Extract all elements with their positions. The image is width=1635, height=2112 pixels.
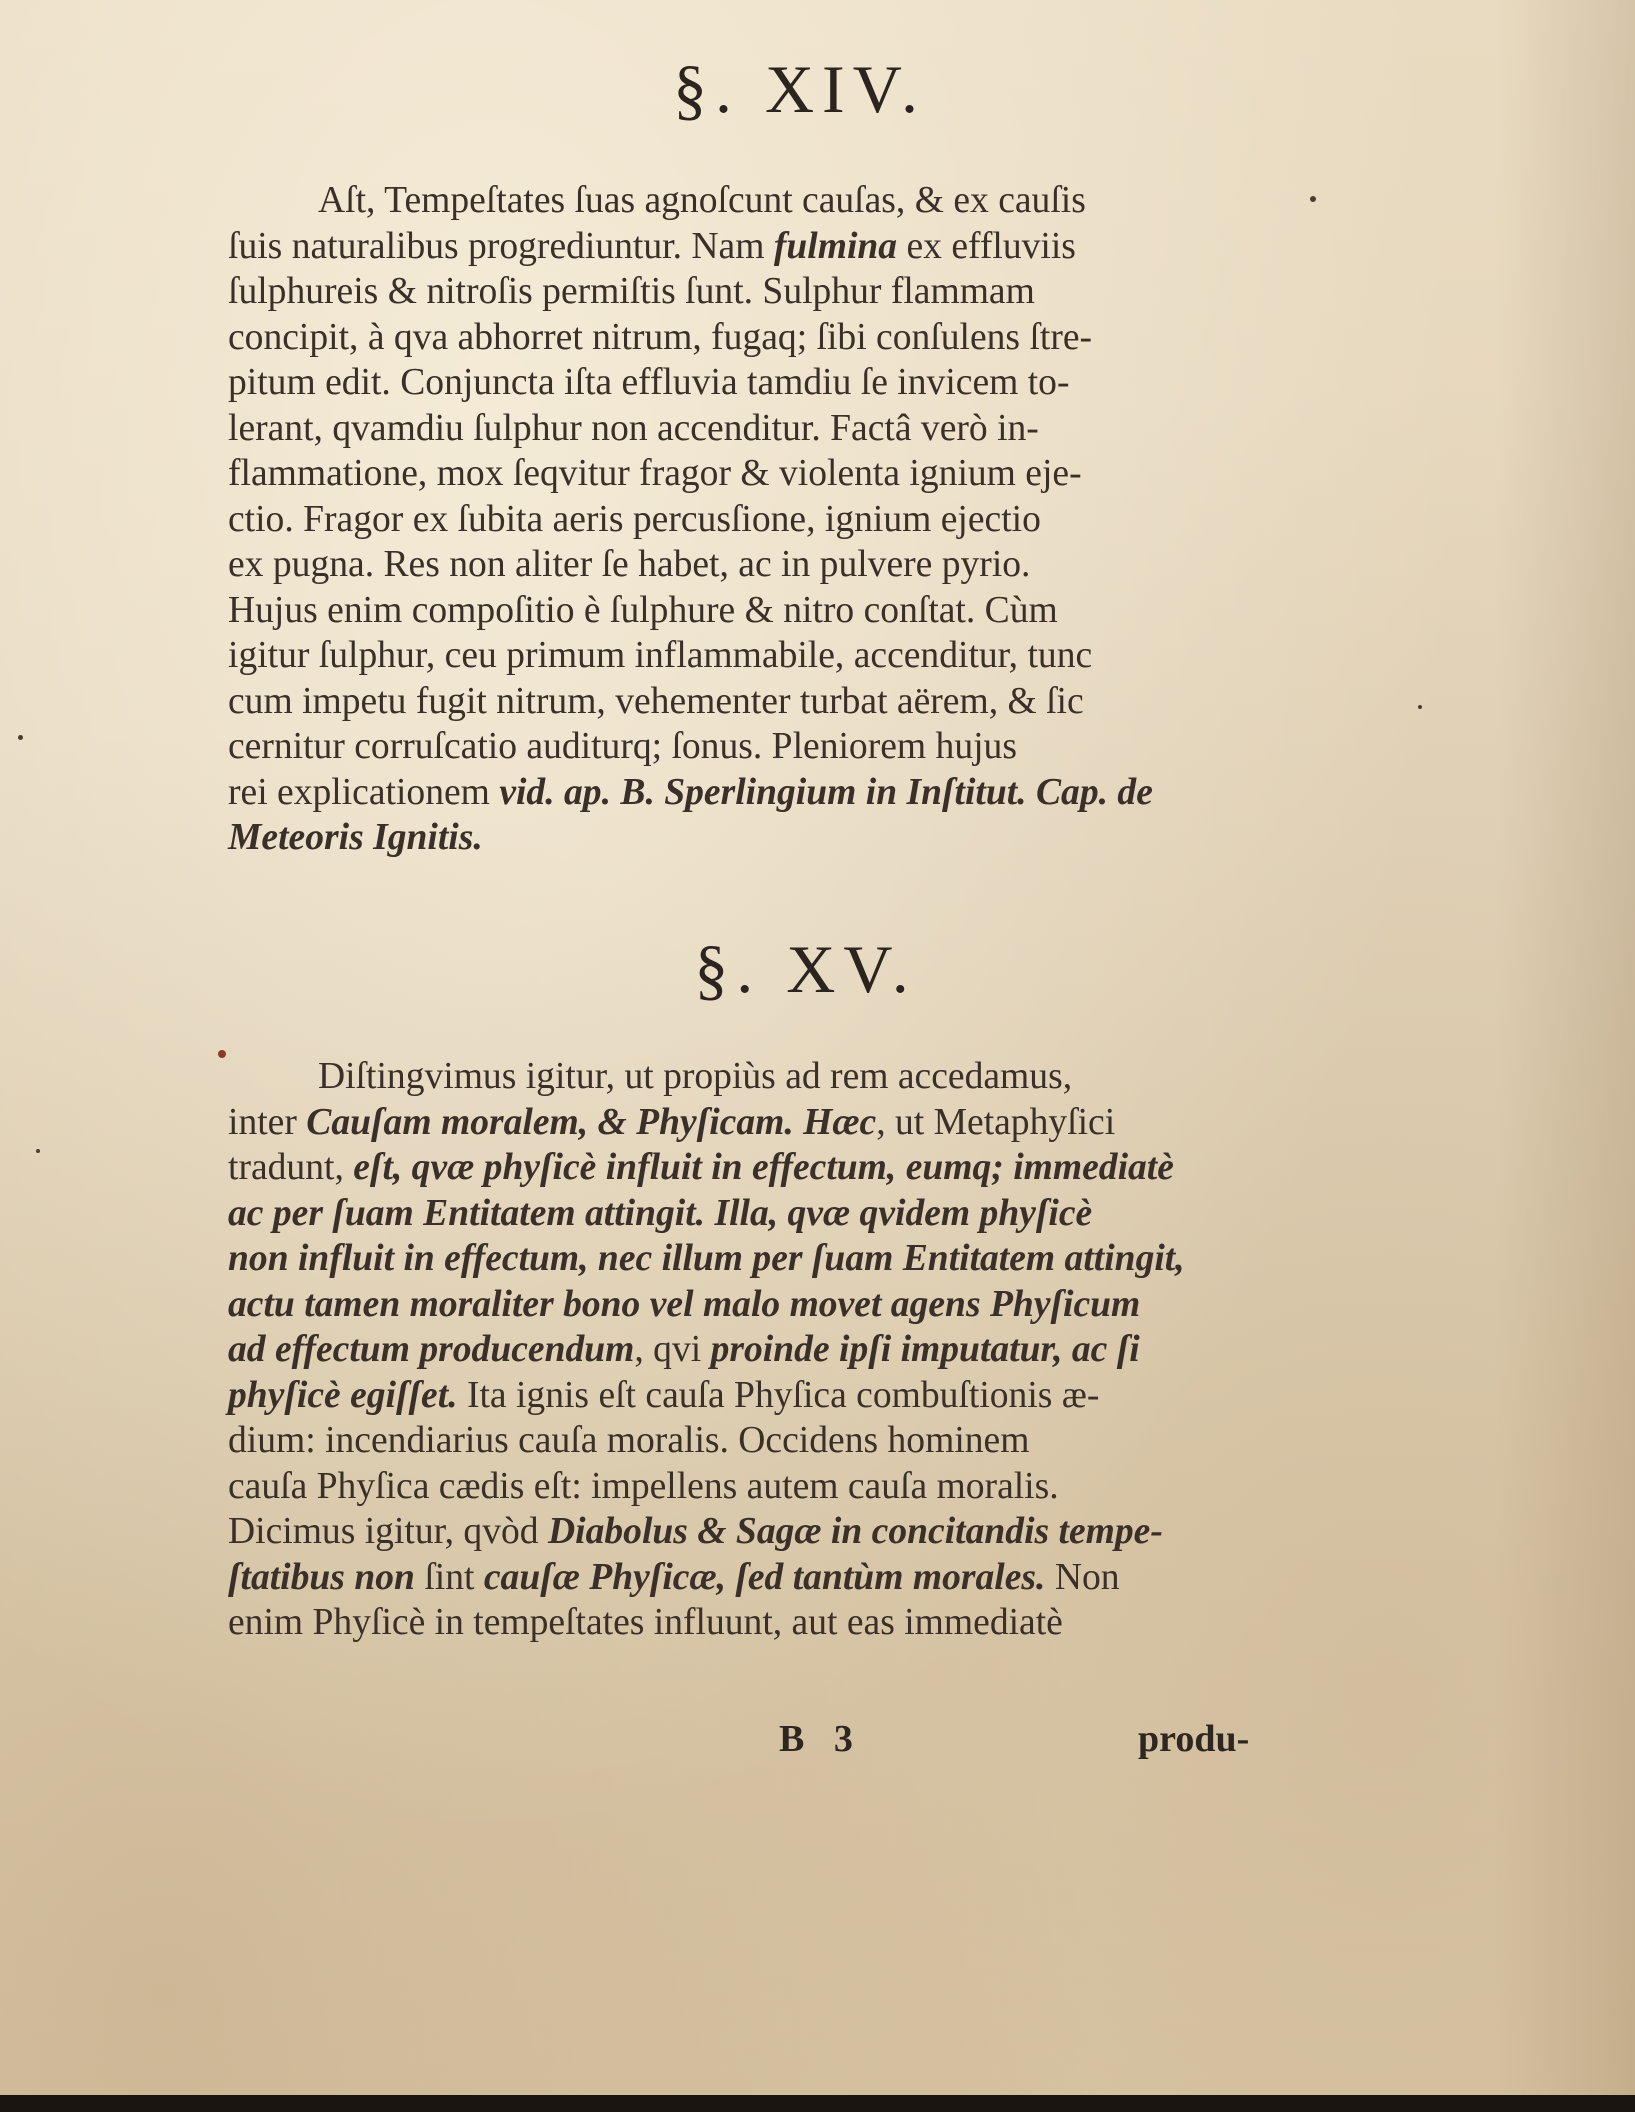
text-line: cum impetu fugit nitrum, vehementer turbat aërem, & ſic xyxy=(228,680,1084,722)
text-line: ad effectum producendum, qvi proinde ipſi imputatur, ac ſi xyxy=(228,1329,1140,1370)
text-line: phyſicè egiſſet. Ita ignis eſt cauſa Phyſica combuſtionis æ- xyxy=(228,1374,1100,1416)
text-line: ſulphureis & nitroſis permiſtis ſunt. Sulphur flammam xyxy=(228,271,1035,312)
text-line: concipit, à qva abhorret nitrum, fugaq; ſibi conſulens ſtre- xyxy=(228,316,1093,358)
text-line: igitur ſulphur, ceu primum inflammabile, accenditur, tunc xyxy=(228,635,1093,676)
text-line: pitum edit. Conjuncta iſta effluvia tamdiu ſe invicem to- xyxy=(228,362,1070,403)
section-15-heading: §. XV. xyxy=(694,931,917,1007)
ink-speck xyxy=(18,735,23,740)
section-14-heading: §. XIV. xyxy=(672,51,927,127)
text-line: Hujus enim compoſitio è ſulphure & nitro conſtat. Cùm xyxy=(228,589,1058,631)
text-line: enim Phyſicè in tempeſtates influunt, aut eas immediatè xyxy=(228,1602,1063,1643)
text-line: tradunt, eſt, qvæ phyſicè influit in effectum, eumq; immediatè xyxy=(228,1147,1174,1188)
signature-mark: B 3 xyxy=(779,1718,863,1760)
text-line: inter Cauſam moralem, & Phyſicam. Hæc, ut Metaphyſici xyxy=(228,1101,1116,1143)
text-line: ac per ſuam Entitatem attingit. Illa, qvæ qvidem phyſicè xyxy=(228,1192,1093,1234)
ink-speck xyxy=(218,1050,226,1058)
text-line: ſuis naturalibus progrediuntur. Nam fulmina ex effluviis xyxy=(228,225,1076,267)
ink-speck xyxy=(1418,705,1422,709)
text-line: Diſtingvimus igitur, ut propiùs ad rem accedamus, xyxy=(318,1056,1073,1097)
text-line: Aſt, Tempeſtates ſuas agnoſcunt cauſas, & ex cauſis xyxy=(318,180,1086,221)
text-line: rei explicationem vid. ap. B. Sperlingium in Inſtitut. Cap. de xyxy=(228,771,1153,813)
section-15-paragraph xyxy=(228,1054,1268,1646)
text-line: non influit in effectum, nec illum per ſuam Entitatem attingit, xyxy=(228,1238,1185,1279)
text-line: cauſa Phyſica cædis eſt: impellens autem cauſa moralis. xyxy=(228,1465,1059,1507)
text-line: Meteoris Ignitis. xyxy=(228,817,483,858)
text-line: ctio. Fragor ex ſubita aeris percusſione, ignium ejectio xyxy=(228,498,1041,540)
text-line: lerant, qvamdiu ſulphur non accenditur. Factâ verò in- xyxy=(228,407,1039,449)
ink-speck xyxy=(36,1149,40,1153)
text-line: actu tamen moraliter bono vel malo movet agens Phyſicum xyxy=(228,1283,1141,1325)
ink-speck xyxy=(1310,196,1316,202)
text-line: ſtatibus non ſint cauſæ Phyſicæ, ſed tantùm morales. Non xyxy=(228,1556,1120,1598)
text-line: dium: incendiarius cauſa moralis. Occidens hominem xyxy=(228,1420,1030,1461)
text-line: Dicimus igitur, qvòd Diabolus & Sagæ in concitandis tempe- xyxy=(228,1511,1163,1552)
text-line: flammatione, mox ſeqvitur fragor & violenta ignium eje- xyxy=(228,453,1082,494)
text-line: cernitur corruſcatio auditurq; ſonus. Pleniorem hujus xyxy=(228,726,1017,767)
catchword: produ- xyxy=(1138,1718,1250,1760)
section-14-paragraph xyxy=(228,178,1268,861)
text-line: ex pugna. Res non aliter ſe habet, ac in pulvere pyrio. xyxy=(228,544,1031,585)
